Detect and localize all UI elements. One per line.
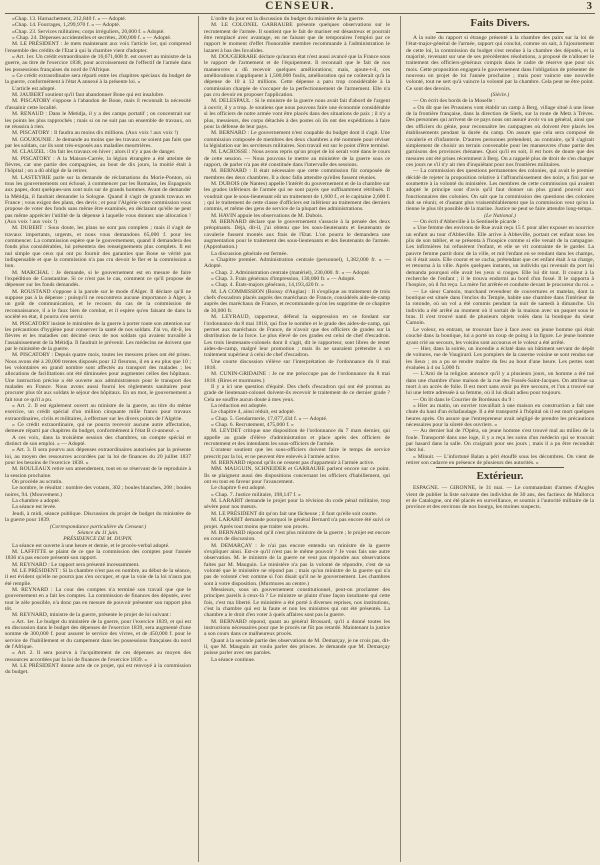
masthead [0,0,600,14]
article-paragraph: (Siècle.) [490,92,510,99]
article-paragraph: « Chap. 6. Recrutement, 475,000 f. » [211,422,294,428]
article-paragraph: L'article est adopté. [12,85,56,92]
article-paragraph: Le voleur, en entrant, se trouvant face à face avec un jeune homme qui était couché dans la boutique, lui a porté un coup de poing à la figure. Le jeune homme ayant crié au secours, les voisins sont accourus et le voleur a été arrêté. [406,326,594,346]
article-paragraph: La discussion générale est fermée. [211,250,288,257]
article-paragraph: A ces voix, dans la troisième session des chambres, un compte spécial et distinct de son emploi. » — Adopté. [5,434,191,448]
article-paragraph: M. REYNARD, ministre de la guerre, présente le projet de loi suivant : [12,612,172,619]
article-paragraph: M. LEYRAUD, rapporteur, défend la suppression en se fondant sur l'ordonnance du 8 mai 1818, qui fixe le nombre et le grade des aides-de-camp, qui permet aux maréchaux de France, de n'avoir que des officiers de grades sur la distribution de la force. Le plus élevé de ces grades est celui de chef d'escadron. Les trois lieutenants-colonels dont il s'agit, dit le rapporteur, sont libres de rester aides-de-camp, malgré leur promotion ; mais ils ne sauraient prétendre à un traitement supérieur à celui de chef d'escadron. [204,314,390,359]
article-paragraph: M. LARABIT demande pourquoi le général Bernard n'a pas encore été suivi ce projet. Après tout moins que traiter son procès. [204,517,390,530]
article-paragraph: L'ordre du jour est la discussion du budget du ministère de la guerre. [211,16,365,22]
section-heading-exterieur: Extérieur. [476,470,524,483]
article-paragraph: « Chapitre premier. Administration centrale (personnel), 1,382,000 fr. » — Adopté. [204,257,390,270]
article-paragraph: La séance est levée. [12,504,57,511]
article-paragraph: PRÉSIDENCE DE M. DUPIN. [63,536,133,543]
article-paragraph: A la suite du rapport si étrange présenté à la chambre des pairs sur la loi de l'état-major-général de l'armée, rapport qui conclut, comme on sait, à l'ajournement de cette loi, la commission du budget s'est rendue à la chambre des députés, et la majorité, revenant sur une de ses précédentes résolutions, a proposé de n'allouer le traitement des officiers-généraux compris dans le cadre de réserve que pour six mois. Cette proposition engagera le gouvernement dans l'obligation de présenter de nouveau un projet de loi l'année prochaine ; mais pour vaincre une nouvelle volonté, tout ne sert qu'à vaincre la volonté par la chambre. Cela peut ne être point. Ce sont des devoirs. [406,35,594,92]
column-divider [198,16,199,862]
article-paragraph: — Hier, dans la soirée, un incendie a éclaté dans un bâtiment servant de dépôt de voitures, rue de Vaugirard. Les pompiers de la caserne voisine se sont rendus sur les lieux ; on a pu se rendre maître du feu au bout d'une heure. Les pertes sont évaluées à 4 ou 5,000 fr. [406,345,594,371]
article-paragraph: M. HAVIN appuie les observations de M. Dubois. [211,212,324,219]
article-paragraph: M. BERNARD répond qu'il n'est plus ministre de la guerre ; le projet est encore en cours de discussion. [204,529,390,543]
article-paragraph: M. BERNARD : Il était nécessaire que cette commission fût composée de membres des deux chambres. Il a donc fallu attendre qu'elles fussent réunies. [204,168,390,181]
article-paragraph: M. MARCHAL : Je demande, si le gouvernement est en mesure de faire l'expédition de Constantine. Si ce n'est pas le cas, comment ce qu'il propose de dépenser sur les fonds demandés. [5,269,191,289]
article-paragraph: « Art. 3. Il sera pourvu aux dépenses extraordinaires autorisées par la présente loi, au moyen des ressources accordées par la loi de finances du 20 juillet 1837 pour les besoins de l'exercice 1838. » [5,447,191,467]
article-paragraph: Séance du 11 juin. [77,529,119,536]
article-paragraph: On procède au scrutin. [12,479,63,486]
article-paragraph: M. CUNIN-GRIDAINE : Je ne me préoccupe pas de l'ordonnance du 8 mai 1818. (Rires et murmures.) [204,371,390,384]
section-rule [436,32,564,33]
article-paragraph: « Ce crédit extraordinaire, qui ne pourra recevoir aucune autre affectation, demeure réparti par chapitres du budget, conformément à l'état B ci-annexé. » [5,422,191,435]
article-paragraph: M. LE PRÉSIDENT : Je mets maintenant aux voix l'article 1er, qui comprend l'ensemble des crédits de l'Etat à qui la chambre vient d'adopter. [5,41,191,54]
section-rule [436,467,564,468]
article-paragraph: «Chap. 23. Services militaires; corps irréguliers, 20,000 f. » Adopté. [12,28,165,35]
article-paragraph: M. PISCATORY : A la Maison-Carrée, la légion étrangère a été atteinte de fièvres, car une partie des compagnies, au bout de dix jours, la moitié était à l'hôpital ; on a dû obligé de la retirer. [5,155,191,175]
article-paragraph: — Au dernier bal de l'Opéra, un jeune homme s'est trouvé mal au milieu de la foule. Transporté dans une loge, il y a reçu les soins d'un médecin qui se trouvait par hasard dans la salle. On craignait pour ses jours ; mais il a pu être reconduit chez lui. [406,428,594,454]
article-paragraph: Le chapitre 4, ainsi réduit, est adopté. [211,409,296,416]
article-paragraph: M. LAFFITTE se plaint de ce que la commission des comptes pour l'année 1836 n'a pas encore présenté son rapport. [5,548,191,562]
article-paragraph: M. RENAUD : Dans le Metidja, il y a des camps portatif ; on concentrait sur les points les plus rapprochés ; mais si on ne suit pas un ensemble de travaux, on ne réussira à rien. [5,111,191,130]
article-paragraph: Messieurs, sous un gouvernement constitutionnel, peut-on proclamer des principes pareils à ceux-là ? Le ministre se plaint d'une façon insultante qui cette fois, c'est ma liberté. Le ministère a été porté à diverses reprises, nos institutions, c'est la chambre qui est la faute et non les ministres qui ont été présentés. La chambre a le droit d'en voter à quels affaires sont pas la guerre. [204,586,390,619]
article-paragraph: « Art. 1er. Un crédit extraordinaire de 16,671,608 fr. est ouvert au ministre de la guerre, au titre de l'exercice 1838, pour accroissement de l'effectif de l'armée dans les possessions françaises du nord de l'Afrique. [5,54,191,73]
article-paragraph: ESPAGNE. — GIRONNE, le 31 mai. — Le commandant d'armes d'Angles vient de publier la liste suivante des individus de 30 ans, des factieux de Mallorca et de Catalogne, ont été placés en surveillance, et soumis à l'autorité militaire de la province et des environs de nos bourgs, les moines suspects. [406,485,594,511]
article-paragraph: (Le National.) [484,212,516,219]
article-paragraph: « Chap. 5. Gendarmerie, 17,077,434 f. » — Adopté. [211,415,328,422]
article-paragraph: «Chap. 14. Fourrages, 1,299,970 f. » — Adopté. [12,22,121,29]
column-divider [400,16,401,862]
article-paragraph: « Minuit. — L'infortuné Balan a péri étouffé sous les décombres. On vient de retirer son cadavre en présence de plusieurs des autorités. » [406,453,594,467]
article-paragraph: M. BERNARD : Le gouvernement n'est coupable du budget dont il s'agit. Une commission composée de membres des deux chambres a été nommée pour réviser la législation sur les serviteurs militaires. Son travail est sur le point d'être terminé. [204,130,390,149]
newspaper-title: CENSEUR. [265,0,335,12]
article-paragraph: « Chap. 7. Justice militaire, 198,147 f. » [211,491,301,498]
article-paragraph: M. LACROSSE : Nous avons repris qu'un projet de loi serait voté dans le cours de cette session. — Nous pouvons le mettre au ministère de la guerre sous ce rapport, de parler n'a pas été constituée dans l'intervalle des sessions. [204,149,390,168]
article-paragraph: M. LE PRÉSIDENT donne acte de ce projet, qui est renvoyé à la commission du budget. [5,663,191,676]
page-number: 3 [586,0,592,12]
column-1 [5,16,191,862]
article-paragraph: M. LEYDET critique une disposition de l'ordonnance du 7 mars dernier, qui appelle au grade d'élève d'administration et place après des officiers de recrutement et des intendants les sous-officiers de l'armée. [204,428,390,448]
article-paragraph: « Art. 1er. Le budget du ministère de la guerre, pour l'exercice 1839, et qui est en discussion dans le budget des dépenses de l'exercice 1839, sera augmenté d'une somme de 300,000 f. pour assurer le service des vivres, et de 450,000 f. pour le service de l'habillement et du campement dans les possessions françaises du nord de l'Afrique. [5,618,191,651]
article-paragraph: M. PISCATORY : Depuis quatre mois, toutes les mesures prises ont été prises. Nous avons été à 20,000 trentes disposés pour 12 fleurons, il en a eu plus que 10 ; les volontaires en grand nombre sont affectés au transport des malades ; les allocations de facilitations ont été diminuées pour augmenter celles des hôpitaux. Une instruction précise a été ouverte aux administrateurs pour le transport des malades en France. Nous avons aussi fourni les règlements sanitaires pour procurer plus tôt aux soldats le séjour des hôpitaux. En un mot, le gouvernement a fait tout ce qu'il a pu. [5,352,191,403]
article-paragraph: M. PISCATORY insiste le ministère de la guerre à porter toute son attention sur les précautions d'hygiène pour conserver la santé de nos soldats. J'ai vu, dit-il, les fièvres et les maladies ont décimé ceux de nos soldats qui avaient travaillé à l'assainissement de la Métidja. Il faudrait le prévenir. Les médecins ne doivent que par le ministère de la guerre. [5,320,191,352]
article-paragraph: L'orateur soutient que les sous-officiers doivent faire le temps de service prescrit par la loi, et ne peuvent être enlevés à l'armée active. [204,447,390,460]
article-paragraph: M. LE COLONEL GARRAUBE présente quelques observations sur le recrutement de l'armée. Il soutient que le fait de mariner est désastreux et pourrait être remplacé avec avantage, en ne faisant que de temporaires l'emploi par ce rapport le moment d'effet l'honorable membre recommande à l'administration le lazaret à bas des Invalides. [204,22,390,54]
article-paragraph: « Ce crédit extraordinaire sera réparti entre les chapitres spéciaux du budget de la guerre, conformément à l'état A annexé à la présente loi. » [5,73,191,86]
article-paragraph: Quant à la seconde partie des observations de M. Demarçay, je ne crois pas, dit-il, que M. Mauguin ait voulu parler des princes. Je demande que M. Demarçay puisse parler avec ses paroles. [204,637,390,657]
article-paragraph: «Chap. 13. Harnachement, 212,840 f. » — Adopté. [12,16,127,22]
article-paragraph: M. DELESPAUL : Si le ministre de la guerre nous avait fait d'abord de l'argent à ouvrir, il y a trop. Je soutiens que nous pouvons faire une économie considérable si les officiers de notre armée vont être placés dans des situations de paix ; il n'y a plus, messieurs, des corps détachés à des postes où ils ont des expéditions à faire pour la défense de leur pays. [204,98,390,130]
article-paragraph: M. LA COMMISSION (Boissy d'Anglas) : Il s'explique au traitement de trois chefs d'escadron placés auprès des maréchaux de France, considérés aide-de-camp auprès des maréchaux de France, et recommande qu'on les supprime de ce chapitre de 30,000 fr. [204,288,390,314]
article-paragraph: M. GOUJOUNIE : Je demande au moins que les travaux ne soient pas faits que par les soldats, car ils sont très-exposés aux maladies meurtrières. [5,136,191,149]
column-3 [406,16,594,862]
article-paragraph: M. DUBOIS (de Nantes) appelle l'intérêt du gouvernement et de la chambre sur les grades inférieurs de l'armée qui ne sont payés que suffisamment rétribués. Il voudrait que le sous-lieutenant eût un traitement de 1,600 f., et le capitaine 2,600 f. ; qui le traitement de cette classe d'officiers est inférieur au traitement des derniers commis, et même des gens de service de la plupart des administrations. [204,180,390,213]
article-paragraph: M. BERNARD répond qu'ils ne cessent pas d'appartenir à l'armée active. [211,460,375,467]
article-paragraph: M. LARABIT demande le projet pour la révision du code pénal militaire, trop sévère pour nos mœurs. [204,498,390,511]
article-paragraph: « Hier au matin, un ouvrier travaillait à une maison en construction a fait une chute du haut d'un échafaudage. Il a été transporté à l'hôpital où il est mort quelques heures après. On assure que l'entrepreneur avait négligé de prendre les précautions nécessaires pour la sûreté des ouvriers. » [406,402,594,428]
article-paragraph: Une courte discussion s'élève sur l'interprétation de l'ordonnance du 8 mai 1818. [204,358,390,371]
article-paragraph: M. DUBERT : Sous doute, les plans ne sont pas complets ; mais il s'agit de travaux importants, urgents, et nous vous demandons 65,000 f. pour les commencer. La commission espère que le gouvernement, quand il demandera des fonds plus considérables, lui présentera des renseignements plus complets. Il est nul simple que ceux qui ont pu fournir des garanties que Bone se vérité pas indispensable et que la commission n'a pas cru devoir le fier et la commission a bon. [5,225,191,270]
article-paragraph: M. REYNARD : La cour des comptes n'a terminé son travail que que le gouvernement en a fait les comptes. La commission de finances des députés, avec tout le zèle possible, n'a donc pas en mesure de pouvoir présenter son rapport plus tôt. [5,586,191,612]
column-2 [204,16,390,862]
article-paragraph: Le nombre, le résultat : nombre des votants, 302 ; boules blanches, 208 ; boules noires, 94. (Mouvement.) [5,485,191,498]
section-heading-faits-divers: Faits Divers. [470,17,530,29]
article-paragraph: M. ROUSTAND s'oppose à la parole sur le mode d'Alger. Il déclare qu'il ne suppose pas à la dépense ; puisqu'il ne rencontrera aucune importance à Alger, à un goût de communication, et le recours du cas de la commission de reconnaissance, il a le faux bien de combat, et il espère qu'en faisant de dans la société en état, il pourra s'en servir. [5,288,191,321]
article-paragraph: M. LE PRÉSIDENT : Si la chambre n'est pas en nombre, au début de la séance, il est évident qu'elle ne pourra pas s'en occuper, et que la voie de la loi n'aura pas été remplie. [5,567,191,587]
article-paragraph: — On écrit d'Abbeville à la Sentinelle picarde : [413,218,520,225]
article-paragraph: (Correspondance particulière du Censeur.) [49,523,147,530]
article-paragraph: M. LASTEYRIE parle sur la demande de réclamations du Morie-Ponton, où tous les gouvernements ont échoué, à commencer par les Romains, les Espagnols aux papes, dont quelques-uns sont nuls sur de grands hommes. Avant de demander la Métidja, il faudrait demander la Sologne. Quand il s'agit de grands travaux en France ; vous exigez des plans, des devis ; et pour l'Algérie votre commission vous propose de voter des fonds sans même être examinés, en déclarant qu'elle ne peut pas même apprécier l'utilité de la dépense à laquelle vous donnez une allocation ! (Aux voix ! aux voix !) [5,174,191,225]
article-paragraph: — L'Ami de la religion annonce qu'il y a plusieurs jours, un homme a été tué dans une chambre d'une maison de la rue des Fossés-Saint-Jacques. On attribue sa mort à un accès de folie. Il est mort sans avoir pu être secouru, et l'on a trouvé sur lui une lettre adressée à sa femme, où il lui disait adieu pour toujours. [406,371,594,397]
article-paragraph: « On dit que les Prussiens vont établir un camp à Berg, village situé à une lieue de la frontière française, dans la direction de Sierk, sur la route de Metz à Trèves. Des personnes qui arrivent de ce pays nous ont assuré avoir vu un général, ainsi que des officiers du génie, pour reconnaître les campagnes où doivent être placés les établissements pendant la durée du camp. On assure que cela sera composé de cavalerie et d'infanterie. D'autres personnes prétendent, au contraire, qu'il s'agirait simplement de choisir un terrain convenable pour les manœuvres d'une partie des garnisons des provinces rhénanes. Quoi qu'il en soit, il est hors de doute que des mesures ont été prises récemment à Berg. On a rappelé plus de droit de s'en charger ces jours ne s'il n'y ait rien d'inquiétant pour nos frontières militaires. [406,104,594,168]
article-paragraph: M. ROULEAUX retire son amendement, tout en se réservant de le reproduire à la session prochaine. [5,466,191,479]
article-paragraph: M. LE PRÉSIDENT dit qu'on fait une fâcheuse ; il faut qu'elle soit courte. [211,510,378,517]
article-paragraph: « Chap. 3. Frais généraux d'impression, 130,000 fr. » — Adopté. [211,276,356,283]
article-paragraph: « Une femme des environs de Rue avait reçu 15 f. pour aller exposer en nourrice un enfant au tour d'Abbeville. Elle arrive à Abbeville, portant cet enfant sous les plis de son tablier, et se présenta à l'hospice comme si elle venait de la campagne. Les infirmières lui refusèrent l'enfant, et elle se vit contrainte de le garder. La pauvre femme partit donc de la ville, et mit l'enfant en se rendant dans les champs, où il était assis. Elle courut et se cacha, prétendant que cet enfant était à sa charge, et retourna à la ville. Après quelques instants, un individu qui revenait du port lui demanda pourquoi elle avait les yeux si rouges. Elle lui dit tout. Il courut à la recherche de l'enfant ; il le trouva endormi au bord d'un fossé. Il le rapporta à l'hospice, où il fut reçu. La mère fut arrêtée et conduite devant le procureur du roi. » [406,225,594,289]
article-paragraph: Jeudi, à midi, séance publique. Discussion du projet de budget du ministère de la guerre pour 1839. [5,510,191,524]
article-paragraph: M. BERNARD répond, quant au général Brossard, qu'il a donné toutes les instructions nécessaires pour que le procès ne fût pas retardé. Maintenant la justice a son cours dans ce malheureux procès. [204,618,390,638]
article-paragraph: « Art. 2. Il sera pourvu à l'acquittement de ces dépenses au moyen des ressources accordées par la loi de finances de l'exercice 1839. » [5,650,191,663]
article-paragraph: Le chapitre 6 est adopté. [211,485,266,492]
article-paragraph: — La commission des questions permanentes des colonies, qui avait le premier décidé de rejeter la proposition relative à l'affranchissement des noirs, a fini par se soumettre à la volonté du ministère. Les membres de cette commission qui avaient adopté le principe sont d'avis qu'il faut donner un plus grand pouvoir aux fonctionnaires des colonies. On sait que la commission des questions des colonies doit se réunir, et d'autant plus vraisemblablement que la commission veut qu'on la tienne le plus tôt possible de la marine. Justice ne peut se faire attendre long-temps. [406,168,594,213]
article-paragraph: — On écrit des bords de la Moselle : [413,98,496,105]
article-paragraph: La séance est ouverte à une heure et demie, et le procès-verbal adopté. [12,542,170,549]
article-paragraph: — On lit dans le Courrier de Bordeaux du 9 : [413,396,515,403]
article-paragraph: « Chap. 2. Administration centrale (matériel), 230,000. fr. » — Adopté. [211,269,371,276]
article-paragraph: M. BERNARD déclare que le gouvernement s'associe à la pensée des deux préopinants. Déjà, dit-il, j'ai obtenu que les sous-lieutenants et lieutenants de cavalerie fussent montés aux frais de l'Etat. L'on pourra le demandera une augmentation pour le traitement des sous-lieutenants et des lieutenants de l'armée. (Approbation.) [204,219,390,251]
article-paragraph: M. PISCATORY s'oppose à l'abandon de Bone, mais il reconnaît la nécessité d'assainir cette localité. [5,98,191,111]
article-paragraph: La réduction est adoptée. [211,402,268,409]
faits-divers-body [406,35,594,466]
article-paragraph: M. CLAUZEL : On fait les travaux en hiver ; alors il n'y a pas de danger. [12,149,176,156]
article-paragraph: M. DEMARÇAY : Je n'ai pas encore entendu un ministre de la guerre s'expliquer ainsi. Est-ce qu'il n'est pas le même pouvoir ? Je vous fais une autre observation. M. le ministre de la guerre ne veut pas répondre aux observations faites par M. Mauguin. Le ministère n'a pas la volonté de répondre, c'est de sa volonté que le ministère ne répond pas ; mais qu'un ministre de la guerre qui n'a pas de volonté c'est comme si l'on disait qu'il ne le gouvernement. Les chambres sont à votre disposition. (Murmures au centre.) [204,542,390,587]
article-paragraph: M. DOUGERRARE déclare qu'aucun état n'est aussi avancé que la France sous le rapport de l'armement et de l'équipement. Il reconnaît que le fait de nos manœuvres a dû recevoir quelques améliorations; mais, ajoute-t-il, ces améliorations s'appliquent à 1,500,000 fusils, amélioration qui ne coûterait qu'à la dépense de 10 à 12 millions. Cette dépense a paru trop considérable à la commission chargée de s'occuper de la perfectionnement de l'armement. Elle n'a pas cru devoir en proposer l'application. [204,54,390,99]
article-paragraph: — Le sieur Camoin, marchand revendeur de couvertures et matelas, dont la boutique est située dans l'enclos du Temple, habite une chambre dans l'intérieur de la rotonde, où un vol a été commis pendant la nuit de samedi à dimanche. Un individu a été arrêté au moment où il sortait de la maison avec un paquet sous le bras. Il s'est trouvé nanti de plusieurs objets volés dans la boutique du sieur Camoin. [406,288,594,327]
article-paragraph: M. REYNARD : Le rapport sera présenté incessamment. [12,561,140,568]
article-paragraph: Il y a ici une question d'équité. Des chefs d'escadron qui ont été promus au grade de lieutenant-colonel doivent-ils recevoir le traitement de ce dernier grade ? Cela ne souffre aucun doute à mes yeux. [204,383,390,403]
article-paragraph: MM. MAUGUIN, SCHNEIDER et GARRAUBE parlent encore sur ce point. Ils se plaignent aussi des dispositions concernant les officiers d'habillement, qui ont eu tout en faveur pour l'avancement. [204,466,390,486]
article-paragraph: La chambre a adopté. [12,498,61,505]
article-paragraph: M. PISCATORY : Il faudra au moins dix millions. (Aux voix ! aux voix !) [12,130,178,137]
article-paragraph: La séance continue. [211,656,256,663]
article-paragraph: « Chap. 4. États-majors généraux, 14,193,420 fr. » [211,282,324,289]
masthead-rule [5,13,595,14]
article-paragraph: « Chap. 24. Dépenses accidentelles et secrètes, 200,000 f. » — Adopté. [12,35,172,42]
article-paragraph: « Art. 2. Il est également ouvert au ministre de la guerre, au titre du même exercice, un crédit spécial d'un million cinquante mille francs pour travaux extraordinaires, civils et militaires, à effectuer sur les divers points de l'Algérie. [5,402,191,422]
article-paragraph: M. JAUBERT soutient qu'il faut abandonner Bone qui est insalubre. [12,92,165,99]
